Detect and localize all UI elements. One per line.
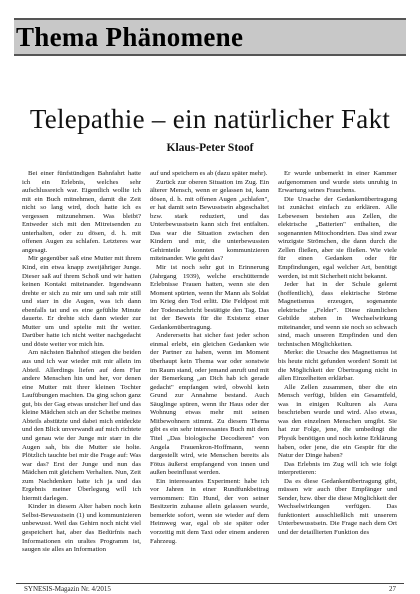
footer-publication: SYNESIS-Magazin Nr. 4/2015	[24, 585, 111, 593]
paragraph: Er wurde unbemerkt in einer Kammer aufgenommen und wurde stets unruhig in Erwartung seines Frauchens.	[278, 170, 397, 195]
article-title: Telepathie – ein natürlicher Fakt	[29, 104, 391, 134]
page-number: 27	[389, 585, 396, 593]
text-column-2	[150, 170, 269, 546]
paragraph: Andererseits hat sicher fast jeder schon einmal erlebt, ein gleichen Gedanken wie der Partner zu haben, wenn im Moment überhaupt kein Thema war oder sonstwie im Raum stand, oder jemand anruft und mit der Bemerkung „an Dich hab ich gerade gedacht" empfangen wird, obwohl kein Grund zur Annahme bestand. Auch Säuglinge spüren, wenn ihr Haus oder der Wohnung etwas mehr mit seinen Mitbewohnern stimmt. Zu diesem Thema gibt es ein sehr interessantes Buch mit dem Titel „Das biologische Decodieren" von Angela Frauenkron-Hoffmann, wenn dargestellt wird, wie Menschen bereits als Fötus äußerst empfangend von innen und außen beeinflusst werden.	[150, 332, 269, 477]
paragraph: Das Erlebnis im Zug will ich wie folgt interpretieren:	[278, 460, 397, 477]
paragraph: Die Ursache der Gedankenübertragung ist zunächst einfach zu erklären. Alle Lebewesen bestehen aus Zellen, die elektrische „Batterien" enthalten, die sogenannten Mitochondrien. Das sind zwar winzigste Strömchen, die dann durch die Zellen fließen, aber sie fließen. Wie viele für einen Gedanken oder für Empfindungen, egal welcher Art, benötigt werden, ist mit Sicherheit nicht bekannt.	[278, 195, 397, 280]
paragraph: Zurück zur oberen Situation im Zug. Ein älterer Mensch, wenn er gelassen ist, kann dösen, d. h. mit offenen Augen „schlafen", er hat damit sein Bewusstsein abgeschaltet bzw. stark reduziert, und das Unterbewusstsein kann sich frei entfalten. Das war die Situation zwischen den Kindern und mir, die unterbewussten Gehirnteile konnten kommunizieren miteinander. Wie geht das?	[150, 178, 269, 263]
paragraph: Am nächsten Bahnhof stiegen die beiden aus und ich war wieder mit mir allein im Abteil. Allerdings liefen auf dem Flur andere Menschen hin und her, vor denen eine Mutter mit ihrer kleinen Tochter Laufübungen machten. Da ging schon ganz gut, bis der Gag etwas unsicher lief und das kleine Mädchen sich an der Scheibe meines Abteils abstützte und dabei mich entdeckte und den Blick unverwandt auf mich richtete und genau wie der Junge mir starr in die Augen sah, bis die Mutter sie holte. Plötzlich tauchte bei mir die Frage auf: Was war das? Erst der Junge und nun das Mädchen mit gleichem Verhalten. Nun, Zeit zum Nachdenken hatte ich ja und das Ergebnis meiner Überlegung will ich hiermit darlegen.	[22, 349, 141, 502]
paragraph: Mir ist noch sehr gut in Erinnerung (Jahrgang 1939), welche erschütternde Erlebnisse Frauen hatten, wenn sie den Moment spürten, wenn ihr Mann als Soldat im Krieg den Tod erlitt. Die Feldpost mit der Todesnachricht bestätigte den Tag. Das ist der Beweis für die Existenz einer Gedankenübertragung.	[150, 264, 269, 331]
paragraph: Jeder hat in der Schule gelernt (hoffentlich), dass elektrische Ströme Magnetismus erzeugen, sogenannte elektrische „Felder". Diese räumlichen Gebilde stehen in Wechselwirkung miteinander, und wenn sie noch so schwach sind, mach unseren Empfinden und den technischen Möglichkeiten.	[278, 281, 397, 348]
footer-rule	[16, 583, 404, 584]
text-column-1	[22, 170, 141, 555]
paragraph: Kinder in diesem Alter haben noch kein Selbst-Bewusstsein (1) und kommunizieren unbewusst. Weil das Gehirn noch nicht viel gespeichert hat, aber das Bedürfnis nach Informationen ein uraltes Programm ist, saugen sie alles an Information	[22, 503, 141, 554]
paragraph: Bei einer fünfstündigen Bahnfahrt hatte ich ein Erlebnis, welches sehr aufschlussreich war. Eigentlich wollte ich mit ein Buch mitnehmen, damit die Zeit nicht so lang wird, doch hatte ich es vergessen mitzunehmen. Was bleibt? Entweder sich mit den Mitreisenden zu unterhalten, oder zu dösen, d. h. mit offenen Augen zu schlafen. Letzteres war angesagt.	[22, 170, 141, 254]
text-column-3	[278, 170, 397, 538]
article-author: Klaus-Peter Stoof	[166, 142, 254, 154]
paragraph: Mir gegenüber saß eine Mutter mit ihrem Kind, ein etwa knapp zweijähriger Junge. Dieser saß auf ihrem Schoß und wir hatten keinen Kontakt miteinander. Irgendwann drehte er sich zu mir um und sah mir still und starr in die Augen, was ich dann ebenfalls tat und es eine gefühlte Minute dauerte. Er drehte sich dann wieder zur Mutter um und spielte mit ihr weiter. Darüber hatte ich nicht weiter nachgedacht und döste weiter vor mich hin.	[22, 255, 141, 348]
paragraph: Ein interessantes Experiment: habe ich vor Jahren in einer Rundfunkbeitrag vernommen: Ein Hund, der von seiner Besitzerin zuhause allein gelassen wurde, bemerkte sofort, wenn sie wieder auf dem Heimweg war, egal ob sie später oder vorzeitig mit dem Taxi oder einem anderen Fahrzeug.	[150, 477, 269, 545]
paragraph: Da es diese Gedankenübertragung gibt, müssen wir auch über Empfänger und Sender, bzw. über die diese Möglichkeit der Wechselwirkungen verfügen. Das funktioniert ausschließlich mit unserem Unterbewusstsein. Die Frage nach dem Ort und der detaillierten Funktion des	[278, 477, 397, 536]
paragraph: auf und speichern es ab (dazu später mehr).	[150, 170, 268, 177]
paragraph: Alle Zellen zusammen, über die ein Mensch verfügt, bilden ein Gesamtfeld, was in einigen Kulturen als Aura beschrieben wurde und wird. Also etwas, was den einzelnen Menschen umgibt. Sie hat zur Folge, jene, die umbedingt die Physik benötigen und noch keine Erklärung haben, oder jene, die ein Gespür für die Natur der Dinge haben?	[278, 383, 397, 460]
paragraph: Merke: die Ursache des Magnetismus ist bis heute nicht gefunden worden! Somit ist die Möglichkeit der Übertragung nicht in allen Einzelheiten erklärbar.	[278, 349, 397, 383]
section-title: Thema Phänomene	[16, 22, 244, 52]
